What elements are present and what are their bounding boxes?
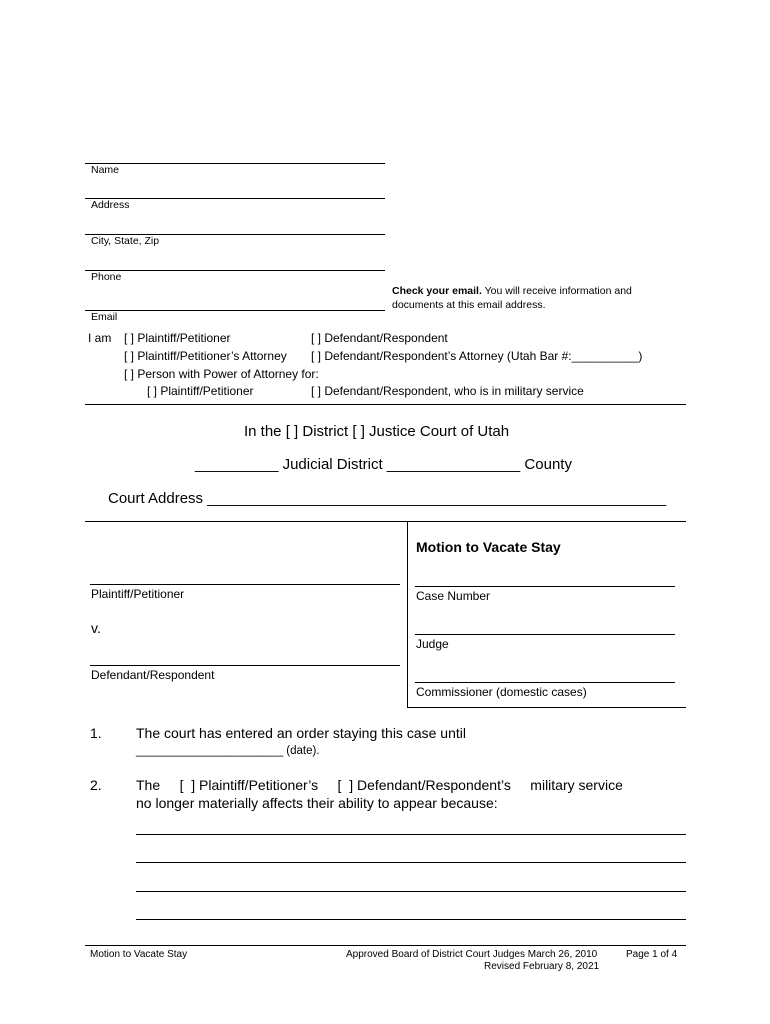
role-plaintiff-checkbox[interactable]: [ ] Plaintiff/Petitioner (124, 331, 231, 345)
footer-revised: Revised February 8, 2021 (484, 961, 600, 972)
item-1-text: The court has entered an order staying this case until (136, 725, 466, 741)
section-divider (85, 404, 686, 405)
caption-top-border (85, 521, 686, 522)
commissioner-line[interactable] (415, 682, 675, 683)
item-2-text-line2: no longer materially affects their ability to appear because: (136, 795, 498, 811)
poa-plaintiff-checkbox[interactable]: [ ] Plaintiff/Petitioner (147, 384, 254, 398)
role-defendant-attorney-checkbox[interactable]: [ ] Defendant/Respondent’s Attorney (Utah Bar #:__________) (311, 349, 643, 363)
court-type-line: In the [ ] District [ ] Justice Court of Utah (244, 423, 510, 440)
motion-title: Motion to Vacate Stay (416, 539, 561, 555)
role-power-of-attorney-checkbox[interactable]: [ ] Person with Power of Attorney for: (124, 367, 319, 381)
email-note-bold: Check your email. (392, 285, 482, 297)
judge-label: Judge (416, 637, 449, 651)
answer-line-2[interactable] (136, 862, 686, 863)
case-number-line[interactable] (415, 586, 675, 587)
court-address-line: Court Address _______________________________________________________ (108, 490, 667, 507)
i-am-label: I am (88, 331, 112, 345)
city-state-zip-label: City, State, Zip (91, 235, 160, 247)
footer-rule (85, 945, 686, 946)
plaintiff-label: Plaintiff/Petitioner (91, 587, 185, 601)
address-label: Address (91, 199, 130, 211)
role-defendant-checkbox[interactable]: [ ] Defendant/Respondent (311, 331, 448, 345)
email-label: Email (91, 311, 118, 323)
caption-bottom-border (407, 707, 686, 708)
role-plaintiff-attorney-checkbox[interactable]: [ ] Plaintiff/Petitioner’s Attorney (124, 349, 287, 363)
email-note-line2: documents at this email address. (392, 299, 546, 311)
email-note-rest: You will receive information and (481, 285, 632, 297)
item-2-number: 2. (90, 777, 102, 793)
judicial-district-line: __________ Judicial District ________________ County (195, 456, 572, 473)
footer-approved: Approved Board of District Court Judges March 26, 2010 (346, 949, 598, 960)
poa-defendant-checkbox[interactable]: [ ] Defendant/Respondent, who is in military service (311, 384, 584, 398)
phone-line[interactable] (85, 270, 385, 271)
judge-line[interactable] (415, 634, 675, 635)
address-line[interactable] (85, 198, 385, 199)
answer-line-3[interactable] (136, 891, 686, 892)
footer-page-number: Page 1 of 4 (626, 949, 678, 960)
case-number-label: Case Number (416, 589, 491, 603)
item-2-text-line1: The [ ] Plaintiff/Petitioner’s [ ] Defendant/Respondent’s military service (136, 777, 623, 793)
defendant-line[interactable] (90, 665, 400, 666)
defendant-label: Defendant/Respondent (91, 668, 215, 682)
answer-line-1[interactable] (136, 834, 686, 835)
phone-label: Phone (91, 271, 122, 283)
email-line[interactable] (85, 310, 385, 311)
commissioner-label: Commissioner (domestic cases) (416, 685, 587, 699)
item-1-number: 1. (90, 725, 102, 741)
footer-form-title: Motion to Vacate Stay (90, 949, 188, 960)
plaintiff-line[interactable] (90, 584, 400, 585)
caption-divider (407, 521, 408, 707)
answer-line-4[interactable] (136, 919, 686, 920)
name-line[interactable] (85, 163, 385, 164)
versus-label: v. (91, 620, 101, 636)
item-1-date[interactable]: _______________________ (date). (136, 745, 320, 757)
name-label: Name (91, 164, 120, 176)
email-note (392, 284, 632, 312)
